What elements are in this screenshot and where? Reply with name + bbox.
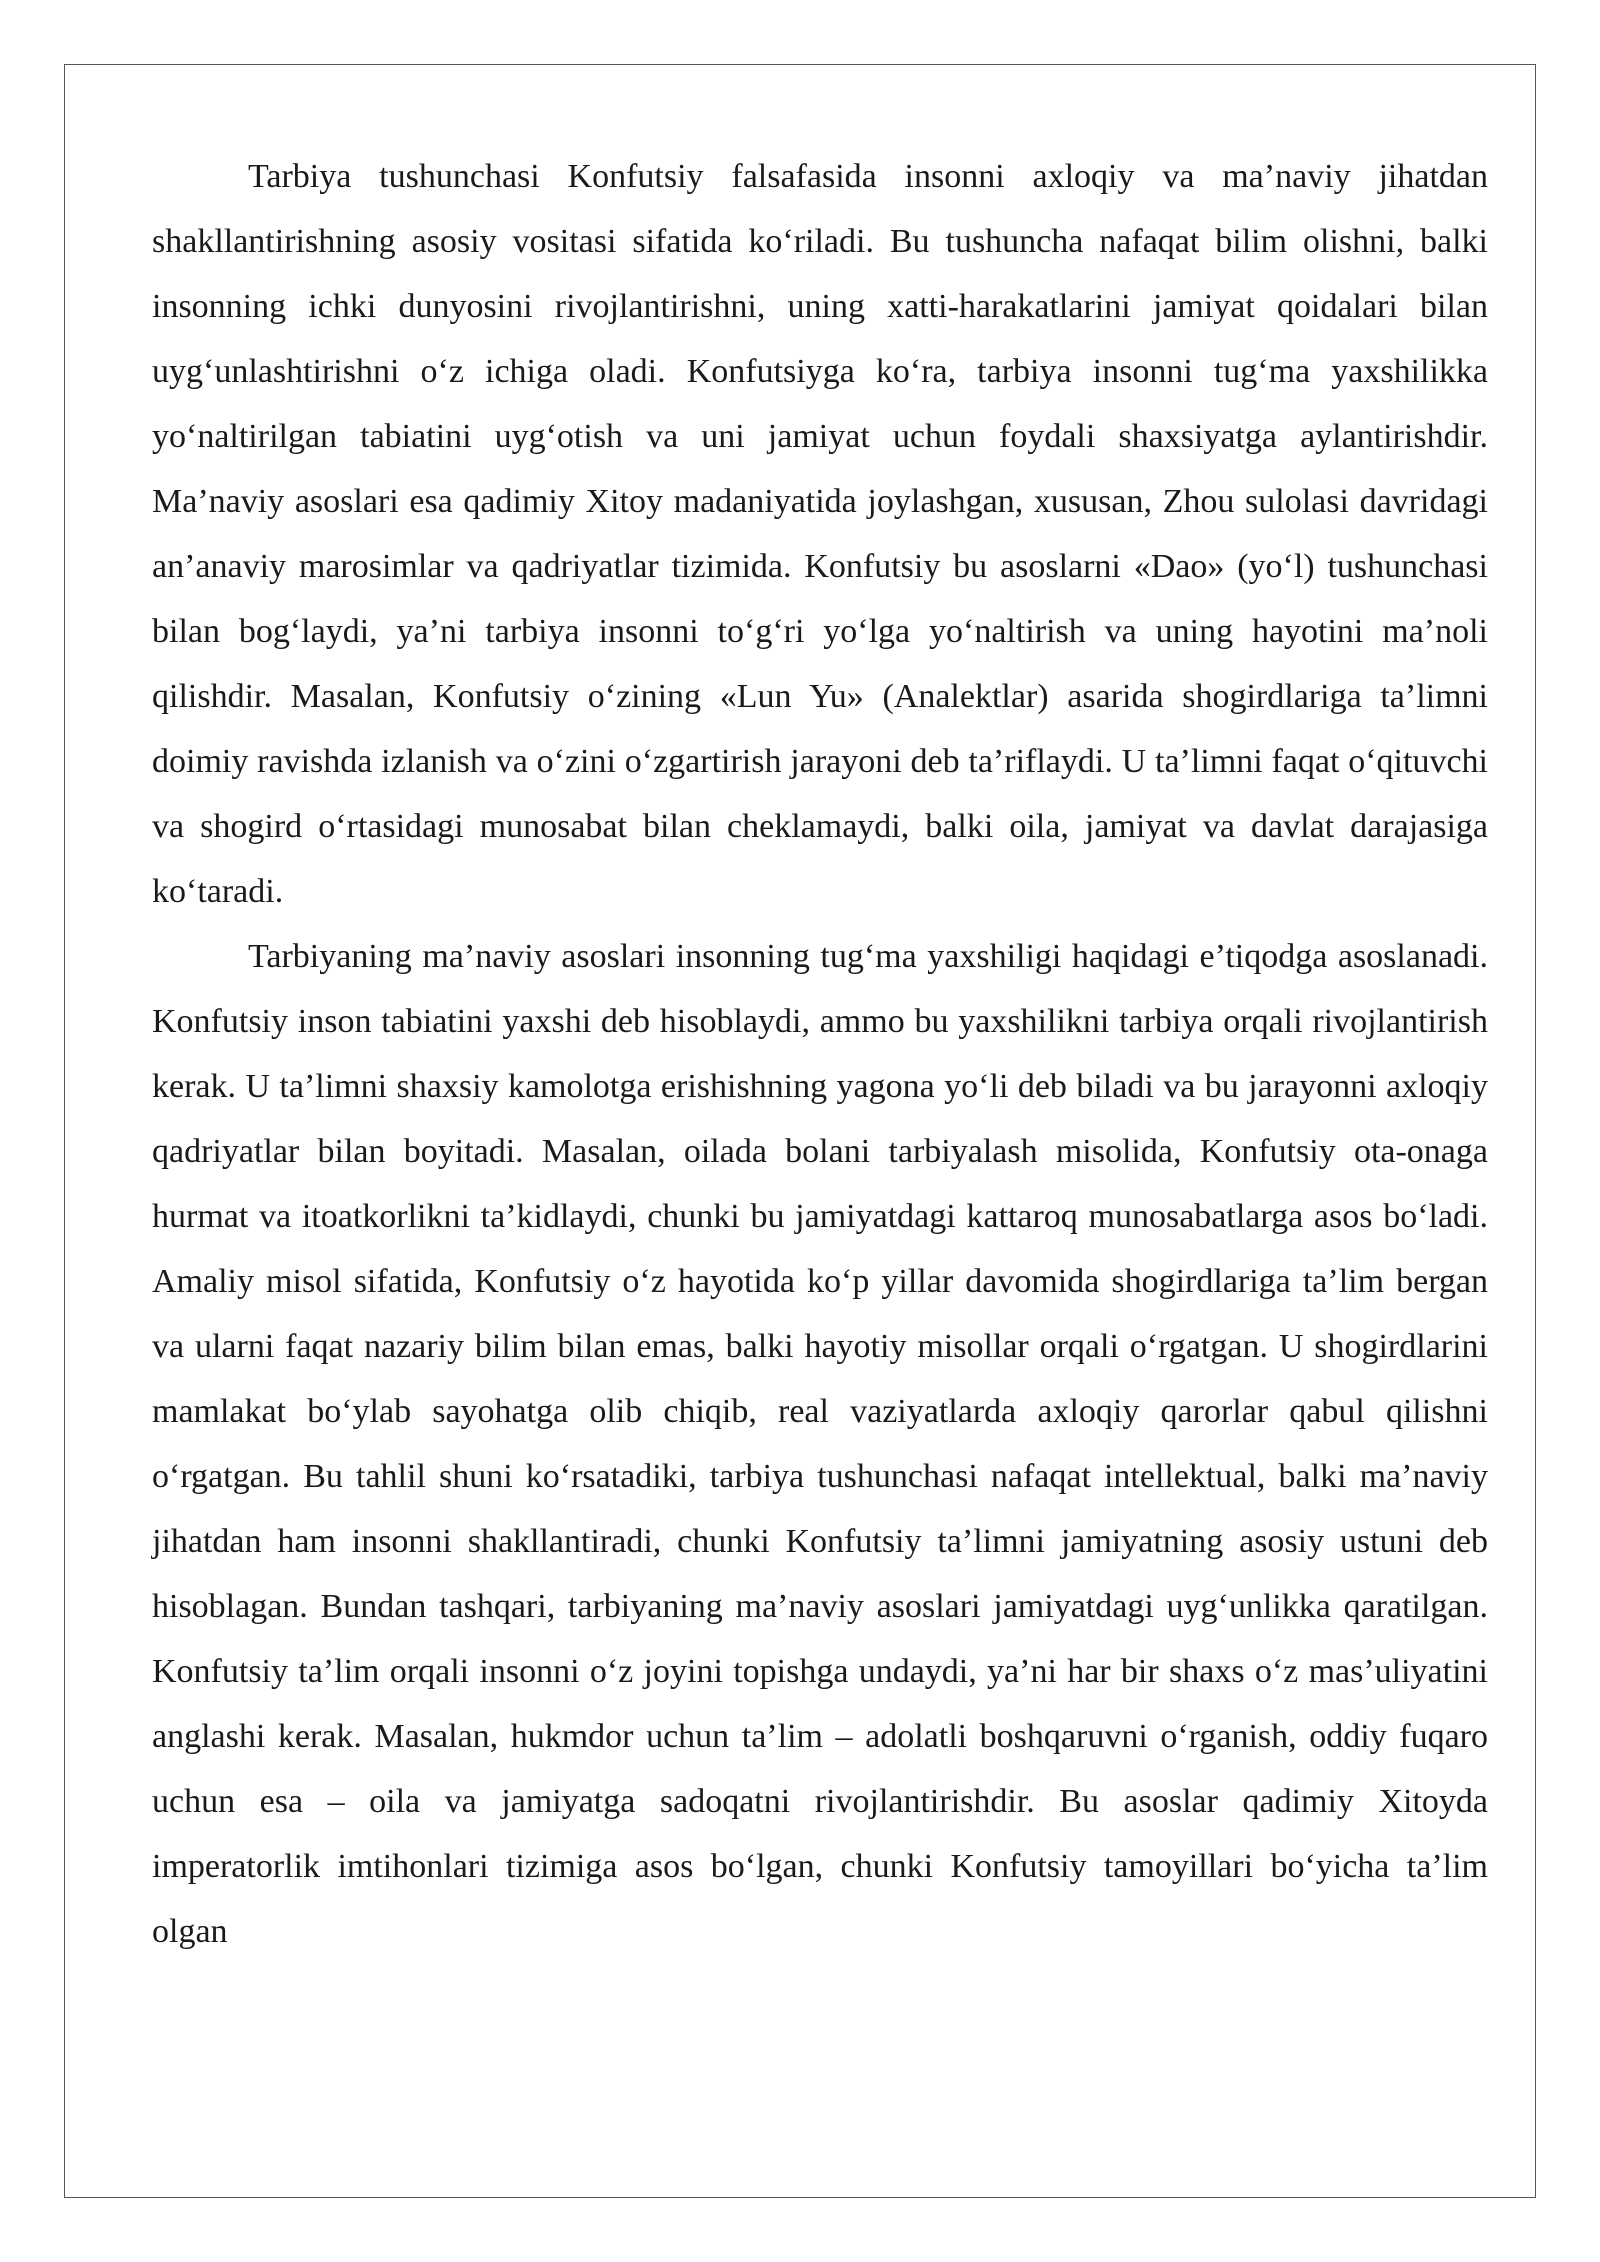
document-body bbox=[152, 144, 1488, 1964]
paragraph-1: Tarbiya tushunchasi Konfutsiy falsafasida insonni axloqiy va ma’naviy jihatdan shakllantirishning asosiy vositasi sifatida ko‘riladi. Bu tushuncha nafaqat bilim olishni, balki insonning ichki dunyosini rivojlantirishni, uning xatti-harakatlarini jamiyat qoidalari bilan uyg‘unlashtirishni o‘z ichiga oladi. Konfutsiyga ko‘ra, tarbiya insonni tug‘ma yaxshilikka yo‘naltirilgan tabiatini uyg‘otish va uni jamiyat uchun foydali shaxsiyatga aylantirishdir. Ma’naviy asoslari esa qadimiy Xitoy madaniyatida joylashgan, xususan, Zhou sulolasi davridagi an’anaviy marosimlar va qadriyatlar tizimida. Konfutsiy bu asoslarni «Dao» (yo‘l) tushunchasi bilan bog‘laydi, ya’ni tarbiya insonni to‘g‘ri yo‘lga yo‘naltirish va uning hayotini ma’noli qilishdir. Masalan, Konfutsiy o‘zining «Lun Yu» (Analektlar) asarida shogirdlariga ta’limni doimiy ravishda izlanish va o‘zini o‘zgartirish jarayoni deb ta’riflaydi. U ta’limni faqat o‘qituvchi va shogird o‘rtasidagi munosabat bilan cheklamaydi, balki oila, jamiyat va davlat darajasiga ko‘taradi. bbox=[152, 158, 1488, 910]
paragraph-2: Tarbiyaning ma’naviy asoslari insonning tug‘ma yaxshiligi haqidagi e’tiqodga asoslanadi. Konfutsiy inson tabiatini yaxshi deb hisoblaydi, ammo bu yaxshilikni tarbiya orqali rivojlantirish kerak. U ta’limni shaxsiy kamolotga erishishning yagona yo‘li deb biladi va bu jarayonni axloqiy qadriyatlar bilan boyitadi. Masalan, oilada bolani tarbiyalash misolida, Konfutsiy ota-onaga hurmat va itoatkorlikni ta’kidlaydi, chunki bu jamiyatdagi kattaroq munosabatlarga asos bo‘ladi. Amaliy misol sifatida, Konfutsiy o‘z hayotida ko‘p yillar davomida shogirdlariga ta’lim bergan va ularni faqat nazariy bilim bilan emas, balki hayotiy misollar orqali o‘rgatgan. U shogirdlarini mamlakat bo‘ylab sayohatga olib chiqib, real vaziyatlarda axloqiy qarorlar qabul qilishni o‘rgatgan. Bu tahlil shuni ko‘rsatadiki, tarbiya tushunchasi nafaqat intellektual, balki ma’naviy jihatdan ham insonni shakllantiradi, chunki Konfutsiy ta’limni jamiyatning asosiy ustuni deb hisoblagan. Bundan tashqari, tarbiyaning ma’naviy asoslari jamiyatdagi uyg‘unlikka qaratilgan. Konfutsiy ta’lim orqali insonni o‘z joyini topishga undaydi, ya’ni har bir shaxs o‘z mas’uliyatini anglashi kerak. Masalan, hukmdor uchun ta’lim – adolatli boshqaruvni o‘rganish, oddiy fuqaro uchun esa – oila va jamiyatga sadoqatni rivojlantirishdir. Bu asoslar qadimiy Xitoyda imperatorlik imtihonlari tizimiga asos bo‘lgan, chunki Konfutsiy tamoyillari bo‘yicha ta’lim olgan bbox=[152, 938, 1488, 1950]
